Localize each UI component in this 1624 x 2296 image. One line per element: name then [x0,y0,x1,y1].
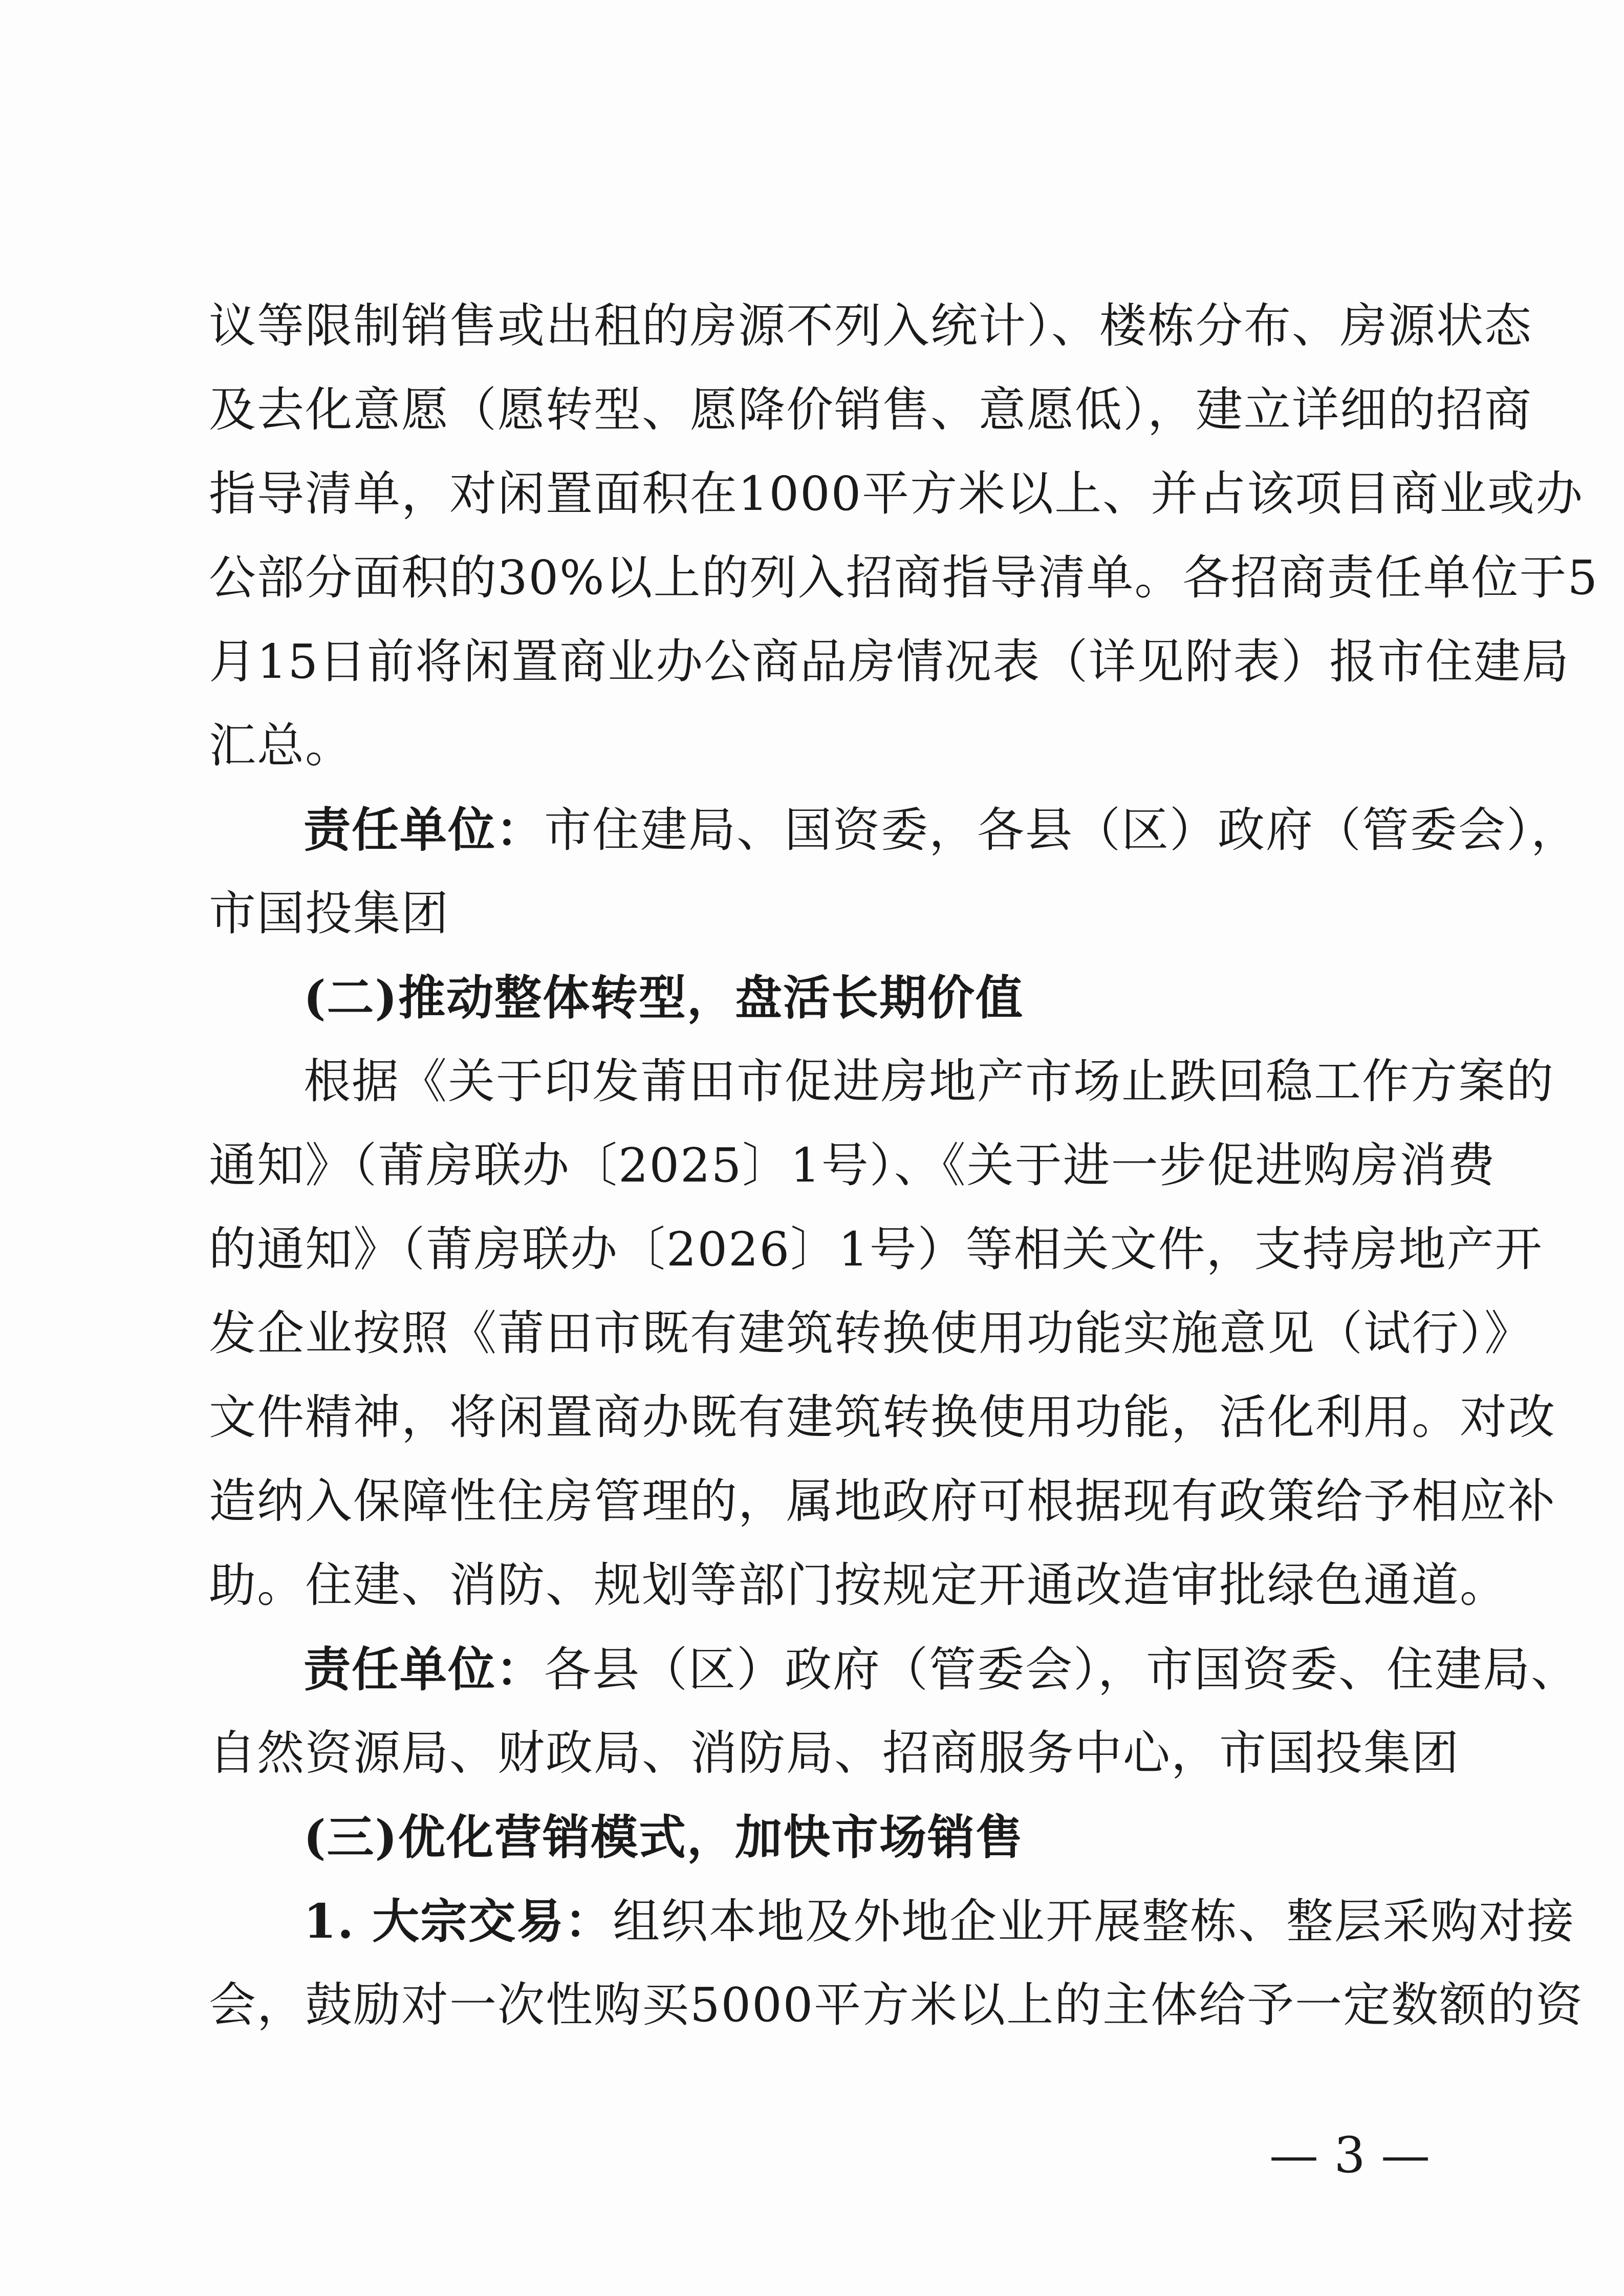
text-line: 月15日前将闲置商业办公商品房情况表（详见附表）报市住建局 [209,634,1570,689]
responsible-units-text: 各县（区）政府（管委会），市国资委、住建局、 [544,1642,1579,1697]
section-heading: (三)优化营销模式，加快市场销售 [304,1810,1024,1865]
text-line: 指导清单，对闲置面积在1000平方米以上、并占该项目商业或办 [209,466,1584,521]
page-number: — 3 — [1269,2127,1431,2184]
text-line: 及去化意愿（愿转型、愿降价销售、意愿低），建立详细的招商 [209,382,1533,437]
text-line: 市国投集团 [209,886,450,941]
item-line [209,1879,1575,1963]
text-line: 发企业按照《莆田市既有建筑转换使用功能实施意见（试行）》 [209,1306,1533,1361]
text-line: 文件精神，将闲置商办既有建筑转换使用功能，活化利用。对改 [209,1390,1556,1445]
text-line: 造纳入保障性住房管理的，属地政府可根据现有政策给予相应补 [209,1474,1556,1529]
text-line: 通知》（莆房联办〔2025〕1号）、《关于进一步促进购房消费 [209,1138,1496,1193]
text-line: 根据《关于印发莆田市促进房地产市场止跌回稳工作方案的 [304,1054,1555,1109]
responsible-units-text: 市住建局、国资委，各县（区）政府（管委会）， [544,803,1579,857]
text-line: 汇总。 [209,718,354,773]
text-line: 议等限制销售或出租的房源不列入统计）、楼栋分布、房源状态 [209,298,1533,353]
item-text: 组织本地及外地企业开展整栋、整层采购对接 [613,1894,1575,1949]
text-line: 会，鼓励对一次性购买5000平方米以上的主体给予一定数额的资 [209,1978,1584,2032]
text-line: 的通知》（莆房联办〔2026〕1号）等相关文件，支持房地产开 [209,1222,1543,1277]
responsible-units-line [209,1627,1579,1711]
text-line: 自然资源局、财政局、消防局、招商服务中心，市国投集团 [209,1726,1460,1780]
item-label: 1. 大宗交易： [304,1894,613,1949]
responsible-units-label: 责任单位： [304,802,545,857]
body-text [209,284,1599,2047]
responsible-units-label: 责任单位： [304,1642,545,1697]
section-heading: (二)推动整体转型，盘活长期价值 [304,970,1024,1025]
text-line: 助。住建、消防、规划等部门按规定开通改造审批绿色通道。 [209,1558,1508,1613]
text-line: 公部分面积的30%以上的列入招商指导清单。各招商责任单位于5 [209,550,1599,605]
responsible-units-line [209,788,1579,872]
